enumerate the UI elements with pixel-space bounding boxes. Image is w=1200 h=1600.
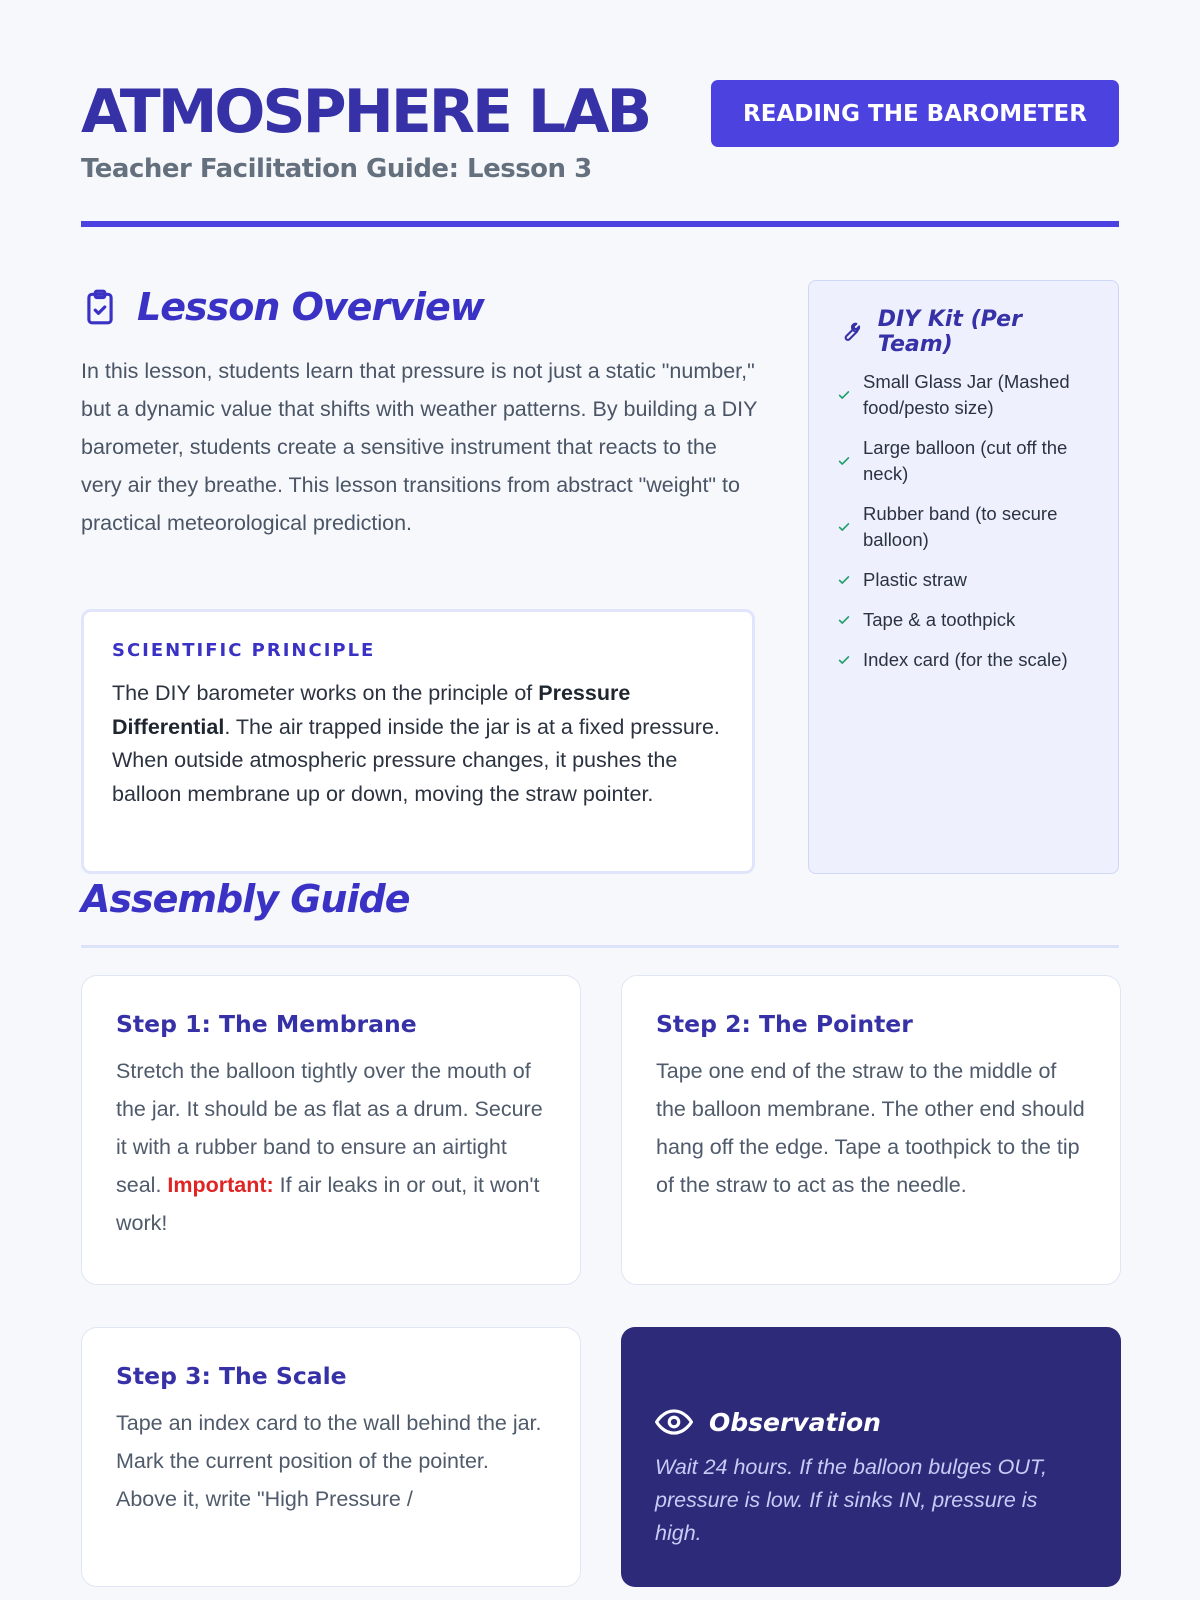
- diy-kit-panel: [808, 280, 1119, 874]
- page-title: ATMOSPHERE LAB: [81, 77, 650, 147]
- observation-heading: [655, 1407, 1087, 1437]
- lesson-overview-text: In this lesson, students learn that pressure is not just a static "number," but a dynamic value that shifts with weather patterns. By building a DIY barometer, students create a sensitive instrument that reacts to the very air they breathe. This lesson transitions from abstract "weight" to practical meteorological prediction.: [81, 359, 758, 535]
- check-icon: [837, 653, 851, 667]
- lesson-overview-heading: [81, 285, 484, 329]
- eye-icon: [655, 1407, 693, 1437]
- lesson-overview-section: [81, 227, 1119, 877]
- scientific-principle-box: [81, 609, 755, 874]
- check-icon: [837, 520, 851, 534]
- check-icon: [837, 454, 851, 468]
- step-text: Tape an index card to the wall behind the jar. Mark the current position of the pointer. Above it, write "High Pressure /: [116, 1411, 542, 1511]
- kit-item: [837, 435, 1094, 487]
- clipboard-check-icon: [81, 287, 119, 327]
- section-divider: [81, 945, 1119, 948]
- lesson-badge: READING THE BAROMETER: [711, 80, 1119, 147]
- page-subtitle: Teacher Facilitation Guide: Lesson 3: [81, 154, 592, 184]
- step-text-start: Stretch the balloon tightly over the mouth of the jar. It should be as flat as a drum. Secure it with a rubber band to ensure an airtight seal.: [116, 1059, 543, 1197]
- kit-heading: [837, 307, 1094, 357]
- kit-item-label: Index card (for the scale): [863, 649, 1068, 670]
- step-title: Step 1: The Membrane: [116, 1010, 417, 1038]
- kit-list: [837, 369, 1094, 673]
- check-icon: [837, 613, 851, 627]
- kit-item: [837, 567, 1094, 593]
- step-text: Tape one end of the straw to the middle of the balloon membrane. The other end should hang off the edge. Tape a toothpick to the tip of the straw to act as the needle.: [656, 1059, 1085, 1197]
- check-icon: [837, 388, 851, 402]
- important-label: Important:: [167, 1173, 274, 1197]
- kit-item: [837, 369, 1094, 421]
- check-icon: [837, 573, 851, 587]
- kit-item: [837, 501, 1094, 553]
- step-title: Step 3: The Scale: [116, 1362, 347, 1390]
- step-card-pointer: [621, 975, 1121, 1285]
- kit-item-label: Rubber band (to secure balloon): [863, 503, 1058, 550]
- principle-highlight: Pressure Differential: [112, 681, 631, 739]
- wrench-icon: [837, 319, 862, 345]
- observation-title: Observation: [709, 1407, 881, 1437]
- kit-item: [837, 607, 1094, 633]
- principle-text-end: . The air trapped inside the jar is at a fixed pressure. When outside atmospheric pressure changes, it pushes the balloon membrane up or down, moving the straw pointer.: [112, 714, 720, 806]
- step-text: [116, 1052, 546, 1242]
- principle-label: SCIENTIFIC PRINCIPLE: [112, 640, 376, 661]
- kit-item-label: Large balloon (cut off the neck): [863, 437, 1068, 484]
- principle-text-start: The DIY barometer works on the principle of: [112, 681, 539, 705]
- kit-item: [837, 647, 1094, 673]
- principle-text: [112, 677, 724, 811]
- step-card-scale: [81, 1327, 581, 1587]
- kit-item-label: Plastic straw: [863, 569, 967, 590]
- lesson-overview-title: Lesson Overview: [137, 285, 484, 329]
- page-header: [81, 0, 1119, 227]
- kit-item-label: Tape & a toothpick: [863, 609, 1016, 630]
- assembly-guide-heading: Assembly Guide: [81, 877, 410, 921]
- kit-item-label: Small Glass Jar (Mashed food/pesto size): [863, 371, 1070, 418]
- step-text-end: If air leaks in or out, it won't work!: [116, 1173, 540, 1235]
- observation-text: Wait 24 hours. If the balloon bulges OUT, pressure is low. If it sinks IN, pressure is high.: [655, 1455, 1048, 1545]
- kit-title: DIY Kit (Per Team): [877, 307, 1022, 357]
- step-title: Step 2: The Pointer: [656, 1010, 913, 1038]
- step-card-membrane: [81, 975, 581, 1285]
- observation-card: [621, 1327, 1121, 1587]
